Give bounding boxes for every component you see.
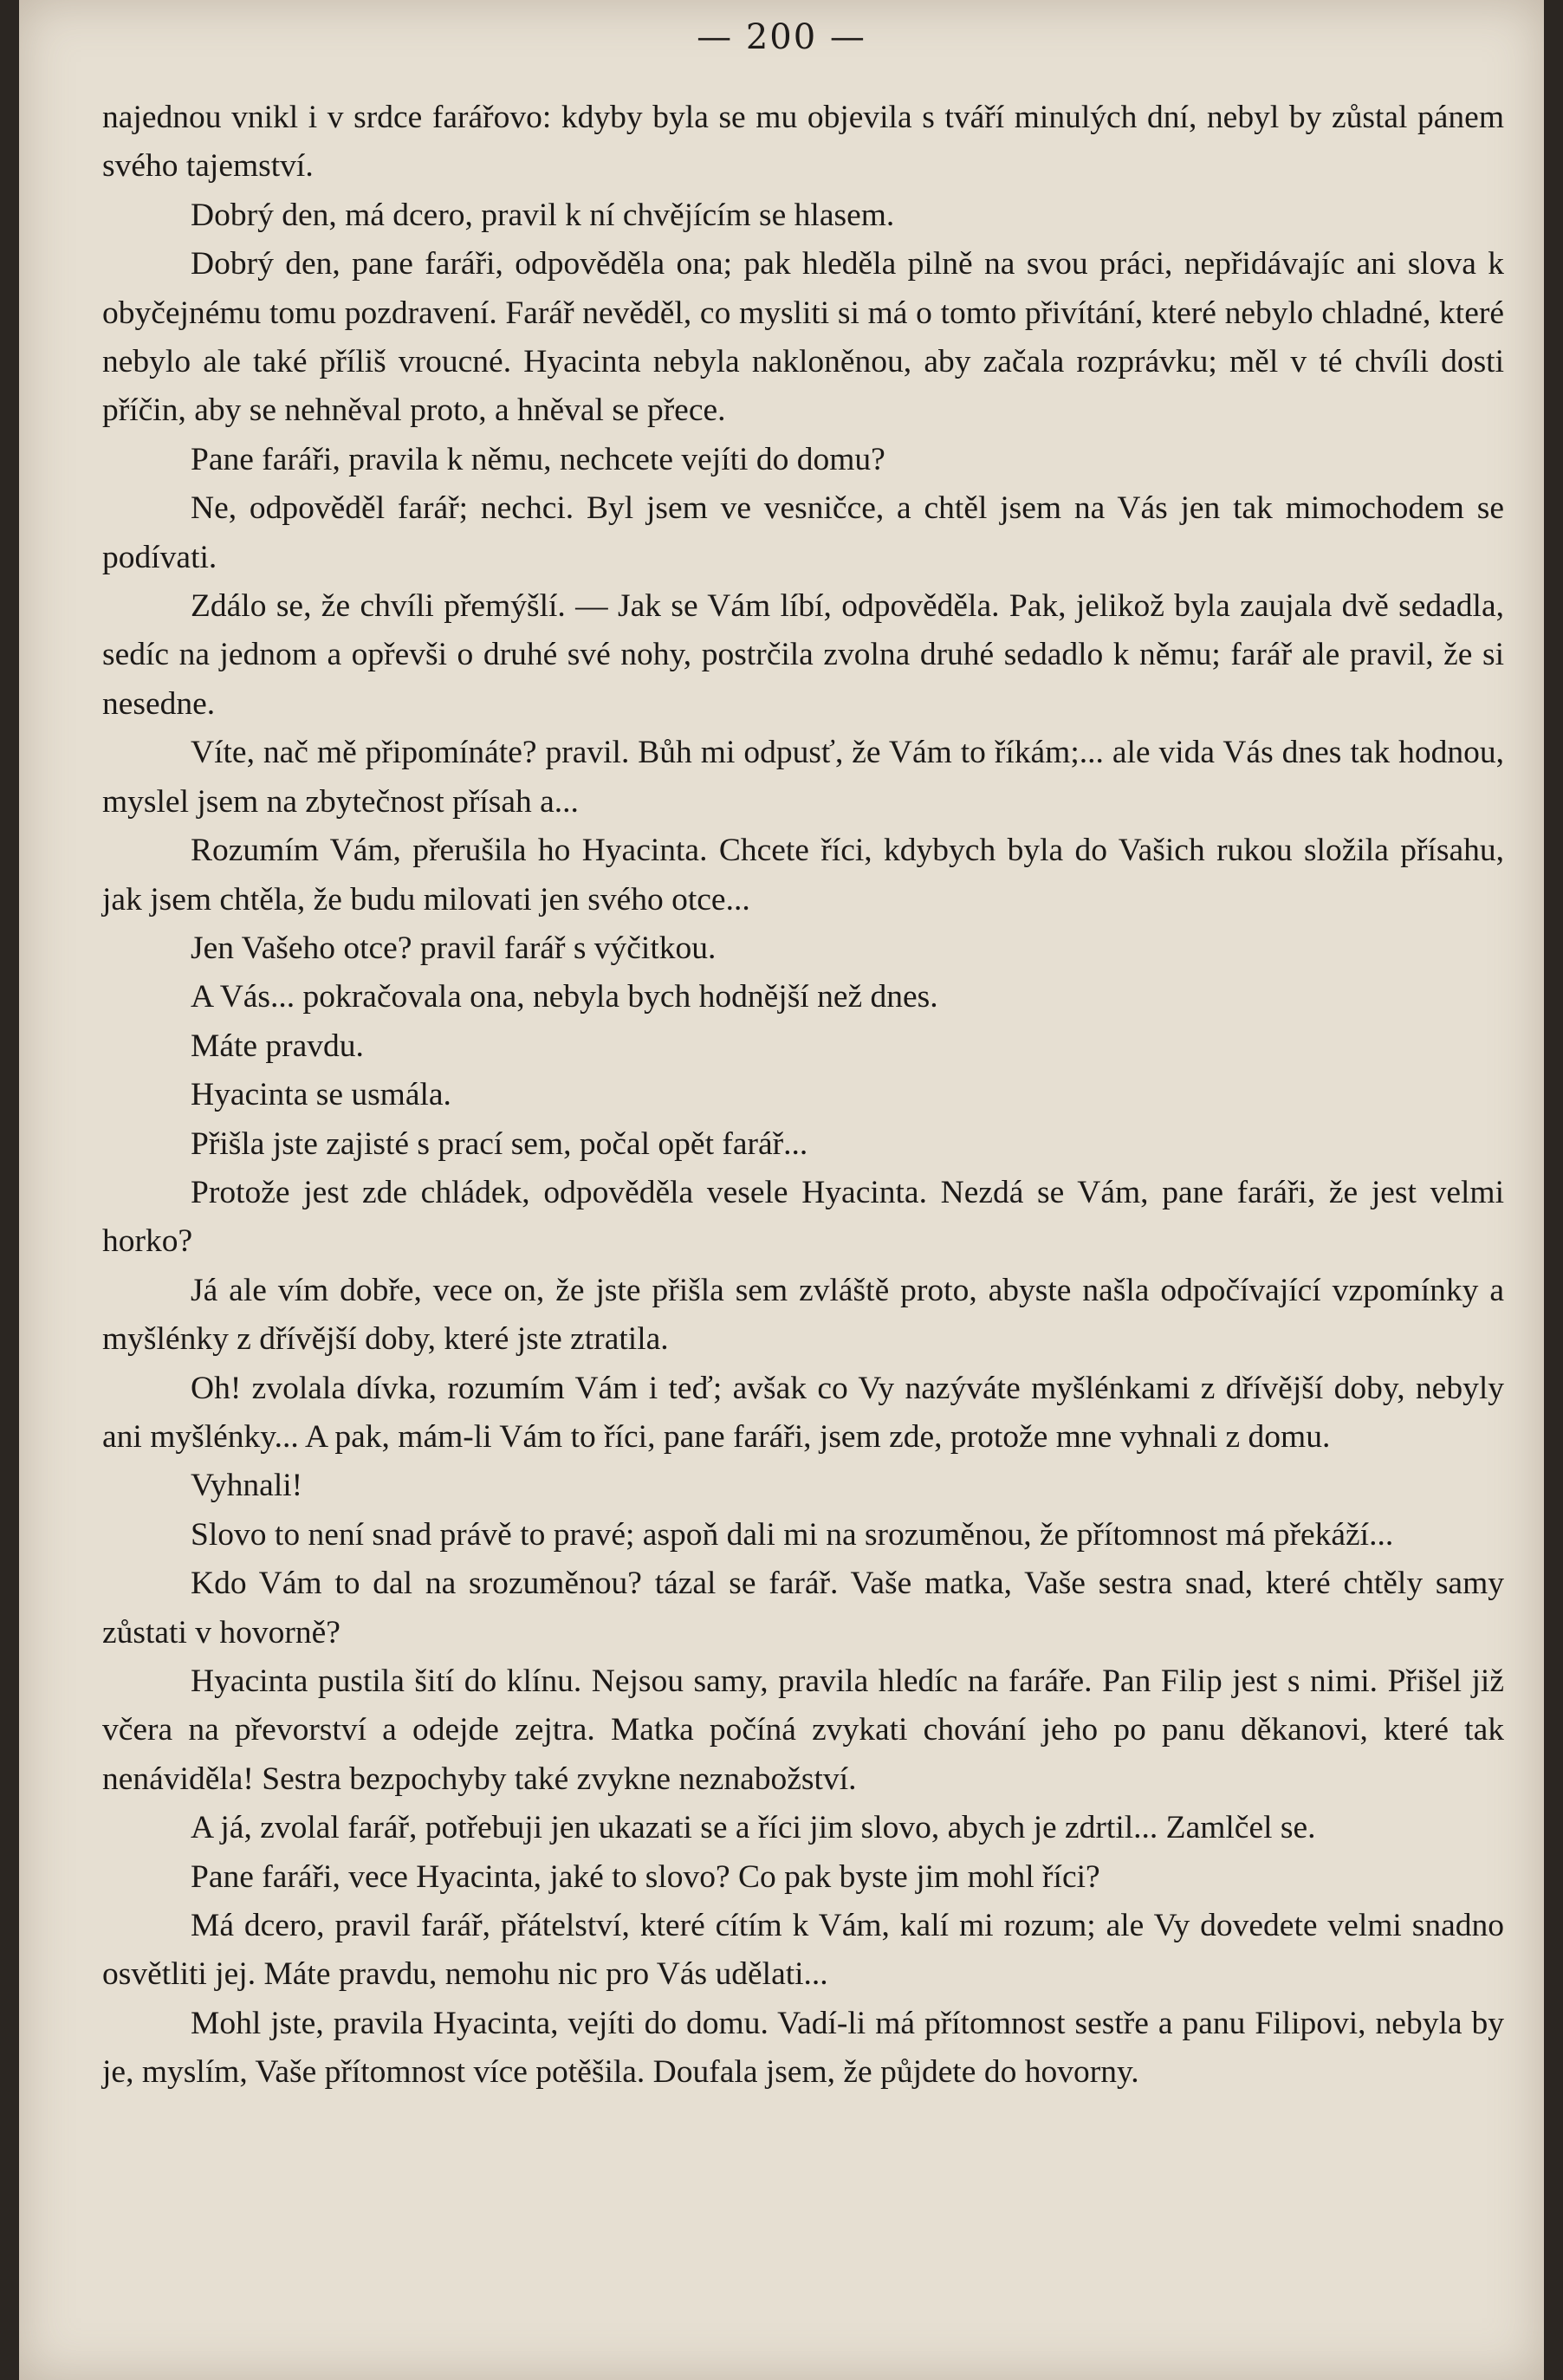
paragraph: Zdálo se, že chvíli přemýšlí. — Jak se Vám líbí, odpověděla. Pak, jelikož byla zaujala dvě sedadla, sedíc na jednom a opřevši o druhé své nohy, postrčila zvolna druhé sedadlo k němu; farář ale pravil, že si nesedne. xyxy=(102,588,1504,722)
paragraph: Dobrý den, má dcero, pravil k ní chvějícím se hlasem. xyxy=(191,197,895,233)
paragraph: Mohl jste, pravila Hyacinta, vejíti do domu. Vadí-li má přítomnost sestře a panu Filipovi, nebyla by je, myslím, Vaše přítomnost více potěšila. Doufala jsem, že půjdete do hovorny. xyxy=(102,2005,1504,2091)
paragraph: Já ale vím dobře, vece on, že jste přišla sem zvláště proto, abyste našla odpočívající vzpomínky a myšlénky z dřívější doby, které jste ztratila. xyxy=(102,1272,1504,1358)
paragraph: najednou vnikl i v srdce farářovo: kdyby byla se mu objevila s tváří minulých dní, nebyl by zůstal pánem svého tajemství. xyxy=(102,100,1504,185)
paragraph: Kdo Vám to dal na srozuměnou? tázal se farář. Vaše matka, Vaše sestra snad, které chtěly samy zůstati v hovorně? xyxy=(102,1566,1504,1650)
paragraph: A já, zvolal farář, potřebuji jen ukazati se a říci jim slovo, abych je zdrtil... Zamlčel se. xyxy=(191,1810,1316,1846)
paragraph: Oh! zvolala dívka, rozumím Vám i teď; avšak co Vy nazýváte myšlénkami z dřívější doby, nebyly ani myšlénky... A pak, mám-li Vám to říci, pane faráři, jsem zde, protože mne vyhnali z domu. xyxy=(102,1370,1504,1455)
paragraph: Pane faráři, pravila k němu, nechcete vejíti do domu? xyxy=(191,441,885,477)
book-page xyxy=(19,0,1544,2380)
paragraph: Jen Vašeho otce? pravil farář s výčitkou. xyxy=(191,930,717,966)
page-number: — 200 — xyxy=(697,17,866,57)
paragraph: Vyhnali! xyxy=(191,1468,303,1504)
paragraph: Ne, odpověděl farář; nechci. Byl jsem ve vesničce, a chtěl jsem na Vás jen tak mimochodem se podívati. xyxy=(102,490,1504,575)
paragraph: Hyacinta pustila šití do klínu. Nejsou samy, pravila hledíc na faráře. Pan Filip jest s nimi. Přišel již včera na převorství a odejde zejtra. Matka počíná zvykati chování jeho po panu děkanovi, které tak nenáviděla! Sestra bezpochyby také zvykne neznabožství. xyxy=(102,1663,1504,1797)
paragraph: Máte pravdu. xyxy=(191,1028,364,1064)
paragraph: Rozumím Vám, přerušila ho Hyacinta. Chcete říci, kdybych byla do Vašich rukou složila přísahu, jak jsem chtěla, že budu milovati jen svého otce... xyxy=(102,833,1504,918)
page-text xyxy=(102,94,1504,2098)
paragraph: Protože jest zde chládek, odpověděla vesele Hyacinta. Nezdá se Vám, pane faráři, že jest velmi horko? xyxy=(102,1174,1504,1260)
paragraph: Slovo to není snad právě to pravé; aspoň dali mi na srozuměnou, že přítomnost má překáží... xyxy=(191,1516,1394,1553)
paragraph: Má dcero, pravil farář, přátelství, které cítím k Vám, kalí mi rozum; ale Vy dovedete velmi snadno osvětliti jej. Máte pravdu, nemohu nic pro Vás udělati... xyxy=(102,1908,1504,1993)
paragraph: Víte, nač mě připomínáte? pravil. Bůh mi odpusť, že Vám to říkám;... ale vida Vás dnes tak hodnou, myslel jsem na zbytečnost přísah a... xyxy=(102,735,1504,820)
paragraph: Pane faráři, vece Hyacinta, jaké to slovo? Co pak byste jim mohl říci? xyxy=(191,1858,1100,1895)
paragraph: Přišla jste zajisté s prací sem, počal opět farář... xyxy=(191,1125,808,1162)
paragraph: Hyacinta se usmála. xyxy=(191,1077,451,1113)
paragraph: Dobrý den, pane faráři, odpověděla ona; pak hleděla pilně na svou práci, nepřidávajíc ani slova k obyčejnému tomu pozdravení. Farář nevěděl, co mysliti si má o tomto přivítání, které nebylo chladné, které nebylo ale také příliš vroucné. Hyacinta nebyla nakloněnou, aby začala rozprávku; měl v té chvíli dosti příčin, aby se nehněval proto, a hněval se přece. xyxy=(102,246,1504,429)
paragraph: A Vás... pokračovala ona, nebyla bych hodnější než dnes. xyxy=(191,979,938,1015)
